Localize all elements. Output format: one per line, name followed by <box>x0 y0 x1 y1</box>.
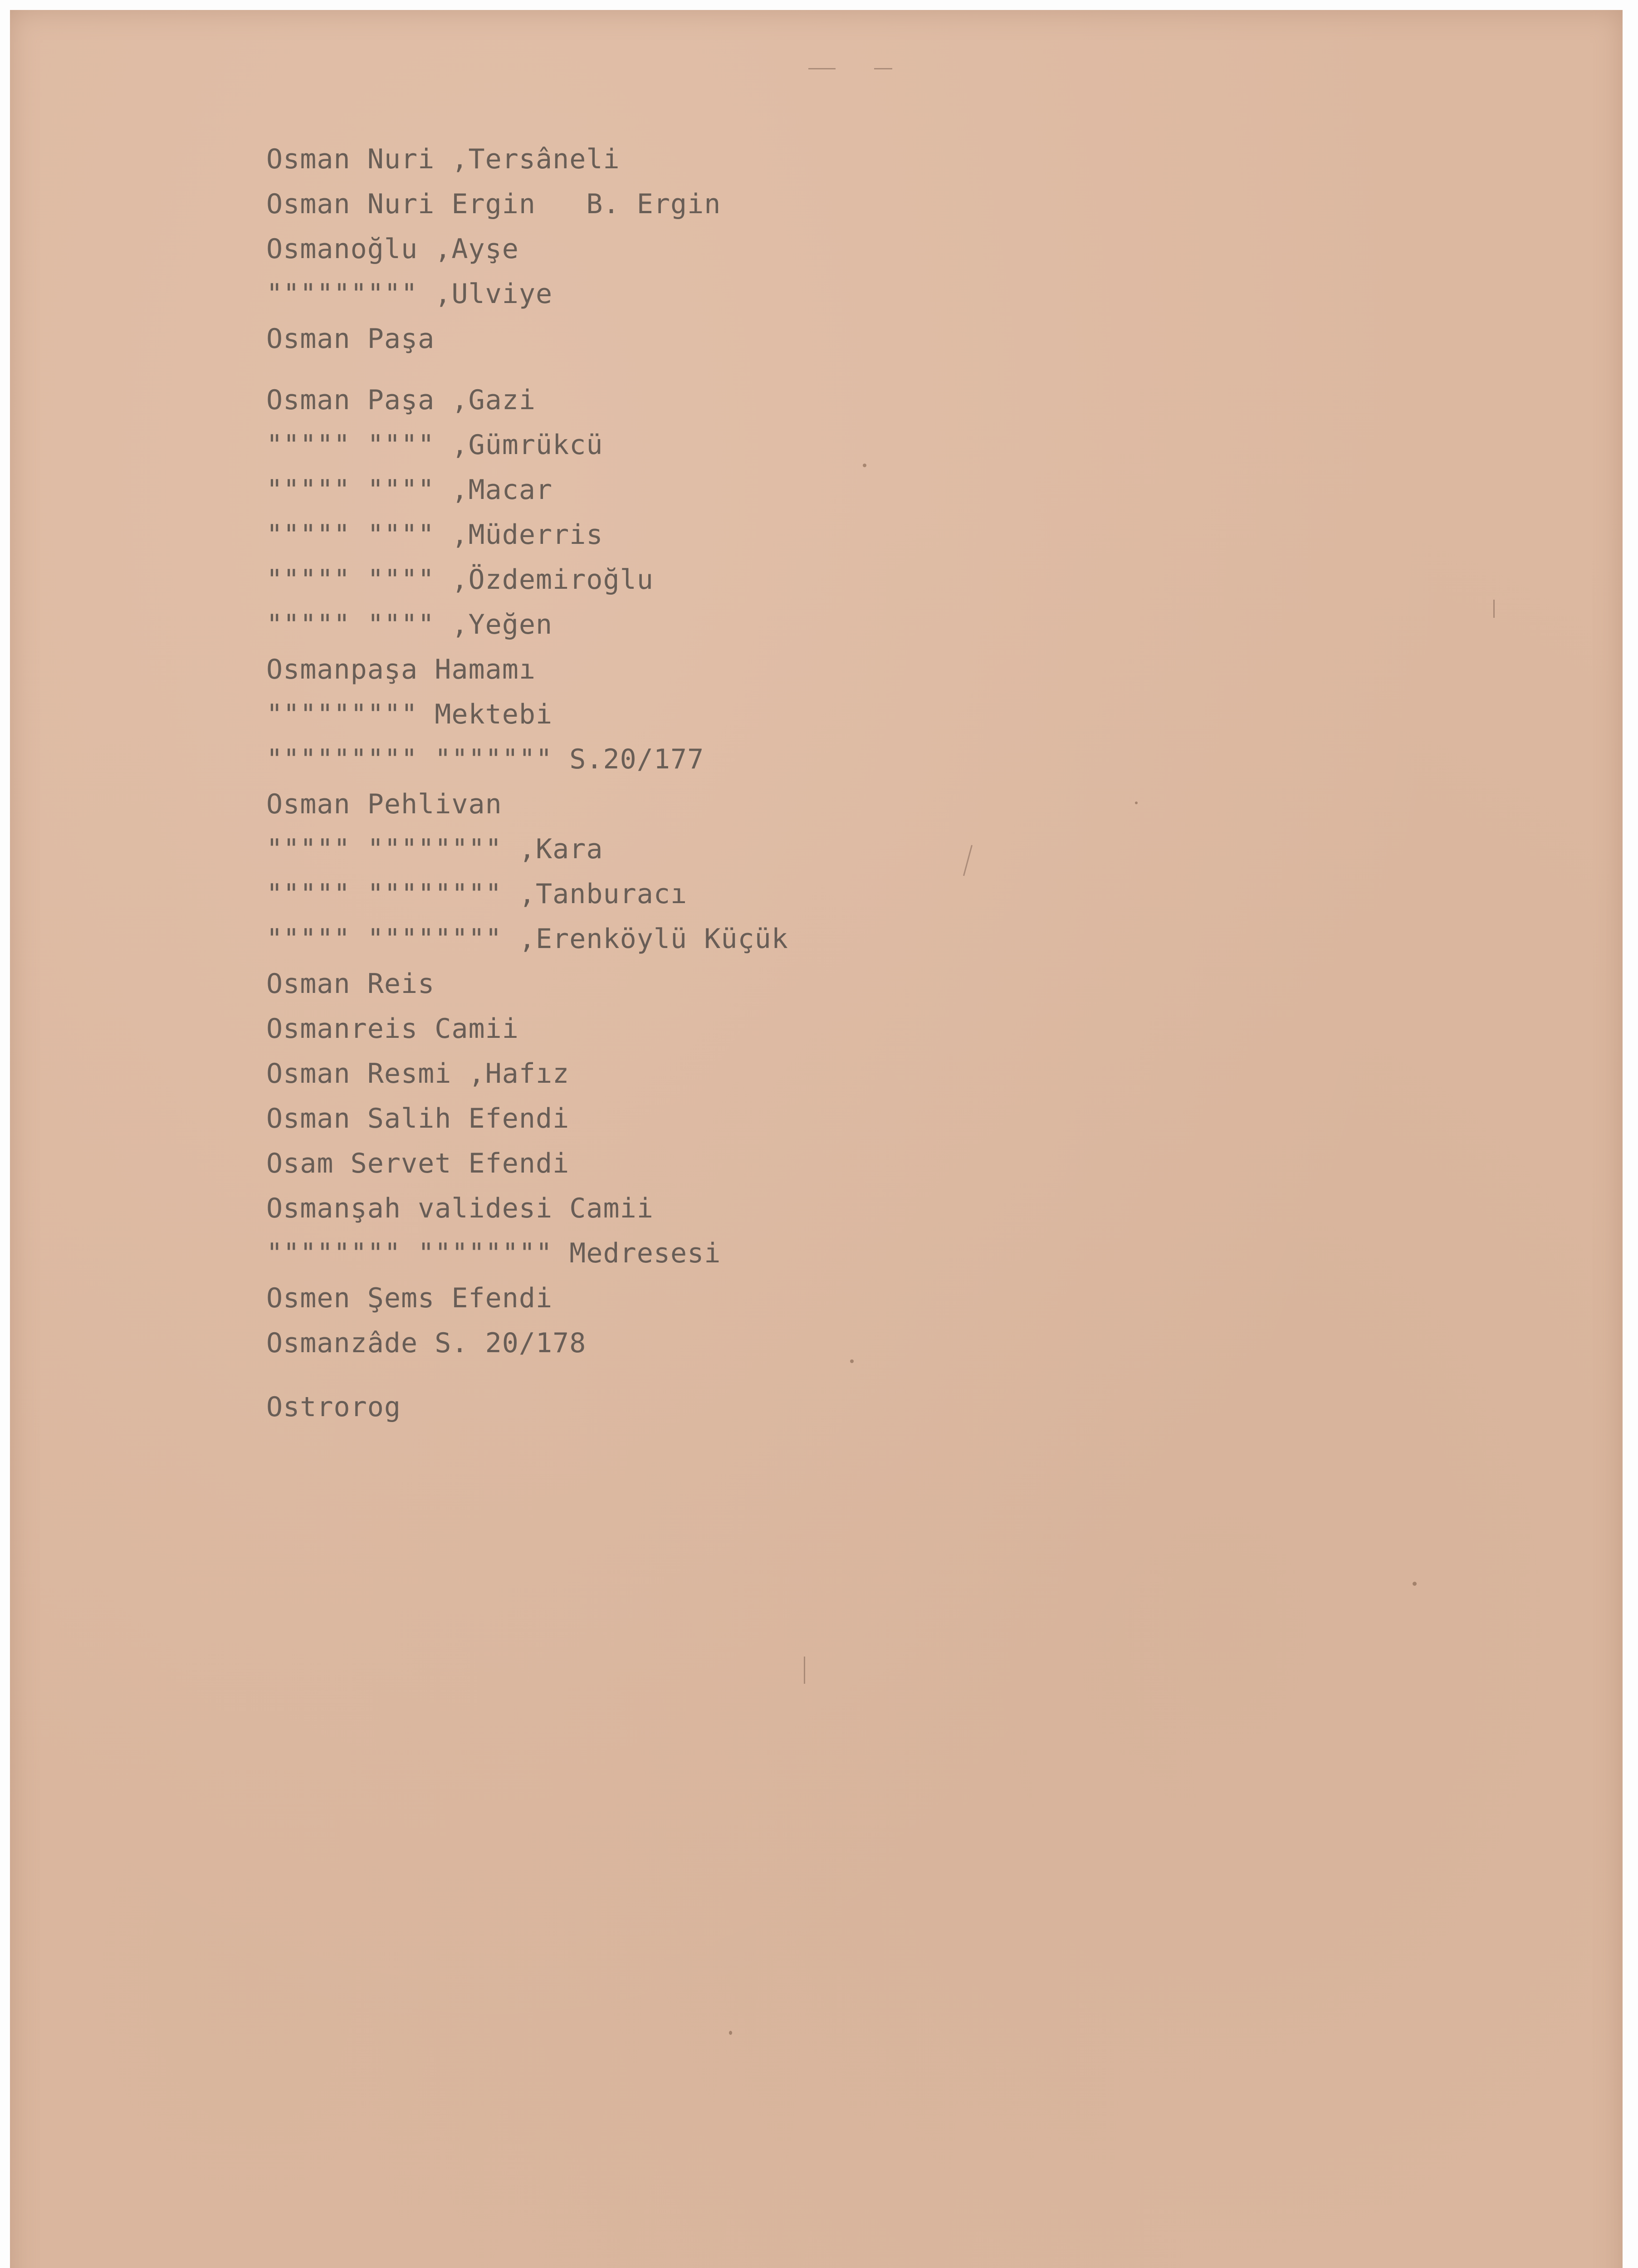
paper-fleck <box>808 68 836 69</box>
list-item: Osmanpaşa Hamamı <box>266 654 536 685</box>
list-item: Osman Salih Efendi <box>266 1103 570 1134</box>
list-item: """"""""" """"""" S.20/177 <box>266 743 704 775</box>
list-item: Osam Servet Efendi <box>266 1148 570 1179</box>
list-item: """"" """" ,Gümrükcü <box>266 429 603 461</box>
entry-list <box>266 137 1355 1452</box>
list-item: Osmanoğlu ,Ayşe <box>266 233 519 265</box>
paper-fleck <box>804 1657 805 1684</box>
list-item: Osman Paşa ,Gazi <box>266 384 536 416</box>
ink-speck <box>1413 1582 1417 1586</box>
list-item: """"""""" Mektebi <box>266 699 553 730</box>
list-item: Osman Pehlivan <box>266 788 502 820</box>
list-item: """"" """" ,Özdemiroğlu <box>266 564 654 596</box>
list-item: """"" """" ,Yeğen <box>266 609 553 640</box>
list-item: Osman Resmi ,Hafız <box>266 1058 570 1090</box>
list-item: """"""""" ,Ulviye <box>266 278 553 310</box>
ink-speck <box>729 2031 732 2035</box>
list-item: """"" """" ,Müderris <box>266 519 603 551</box>
list-item: """"" """""""" ,Kara <box>266 833 603 865</box>
list-item: Osman Nuri Ergin B. Ergin <box>266 188 721 220</box>
list-item: Osmen Şems Efendi <box>266 1282 553 1314</box>
typed-index-card <box>10 10 1623 2268</box>
list-item: Osmanşah validesi Camii <box>266 1193 654 1224</box>
list-item: """"" """" ,Macar <box>266 474 553 506</box>
list-item: Osmanreis Camii <box>266 1013 519 1045</box>
list-item: Ostrorog <box>266 1391 401 1423</box>
ink-speck <box>850 1359 854 1363</box>
paper-fleck <box>874 68 892 69</box>
ink-speck <box>863 464 866 467</box>
list-item: Osmanzâde S. 20/178 <box>266 1327 587 1359</box>
list-item: """"" """""""" ,Tanburacı <box>266 878 688 910</box>
paper-fleck <box>1493 600 1495 618</box>
list-item: Osman Nuri ,Tersâneli <box>266 143 620 175</box>
ink-speck <box>1135 802 1138 804</box>
list-item: Osman Paşa <box>266 323 435 355</box>
list-item: Osman Reis <box>266 968 435 1000</box>
list-item: """"" """""""" ,Erenköylü Küçük <box>266 923 788 955</box>
list-item: """""""" """""""" Medresesi <box>266 1237 721 1269</box>
